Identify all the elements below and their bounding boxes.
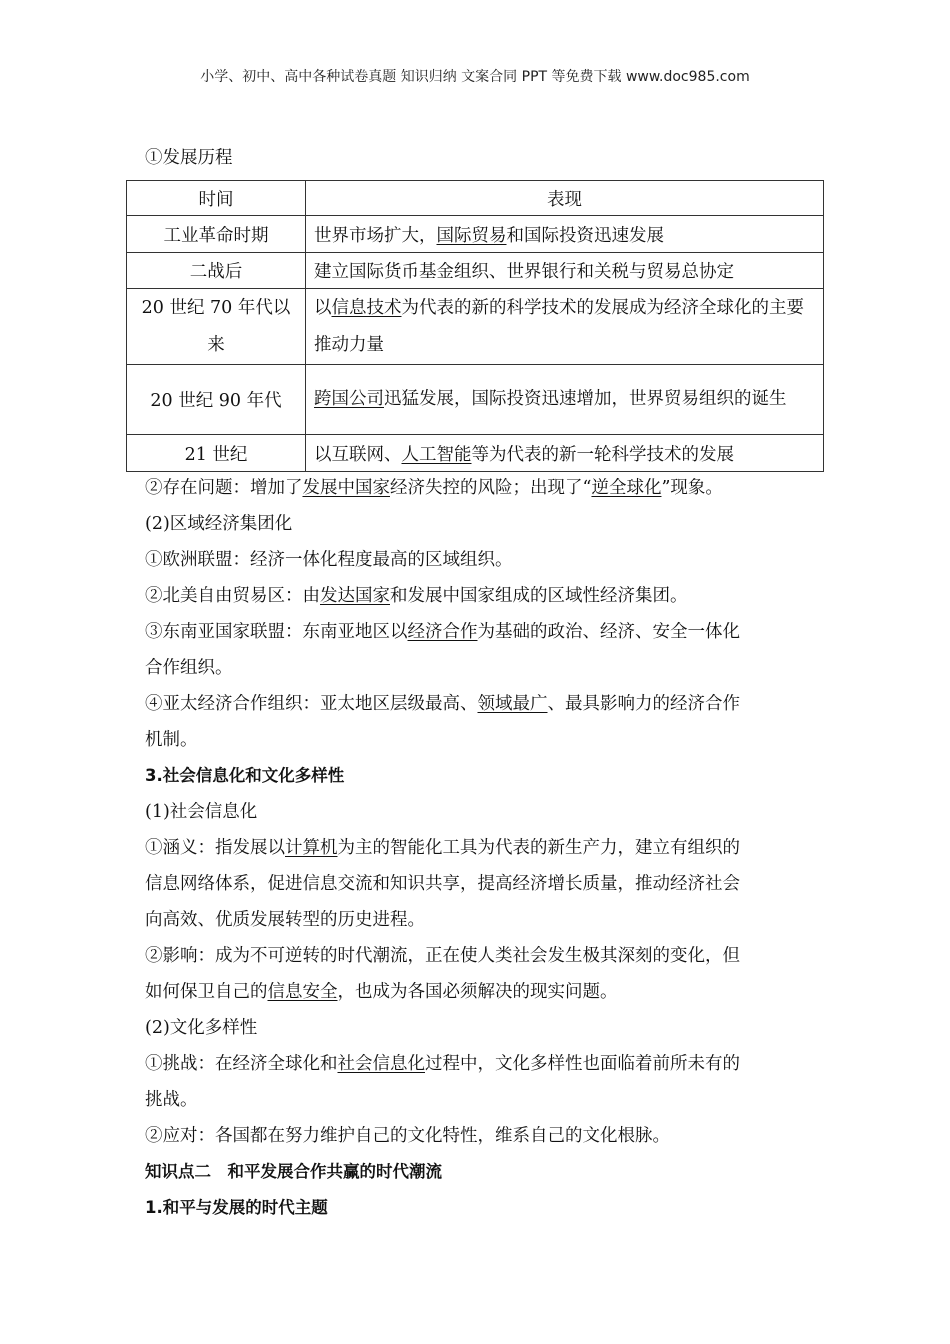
performance-cell: 以信息技术为代表的新的科学技术的发展成为经济全球化的主要推动力量 [306, 289, 824, 365]
response-paragraph: ②应对：各国都在努力维护自己的文化特性，维系自己的文化根脉。 [145, 1126, 670, 1146]
asean-paragraph: ③东南亚国家联盟：东南亚地区以经济合作为基础的政治、经济、安全一体化 [145, 622, 740, 642]
performance-cell: 以互联网、人工智能等为代表的新一轮科学技术的发展 [306, 435, 824, 472]
time-cell: 工业革命时期 [127, 216, 306, 253]
key-term: 领域最广 [477, 694, 548, 714]
apec-paragraph-cont: 机制。 [145, 730, 198, 750]
performance-cell: 建立国际货币基金组织、世界银行和关税与贸易总协定 [306, 253, 824, 289]
challenge-paragraph: ①挑战：在经济全球化和社会信息化过程中，文化多样性也面临着前所未有的 [145, 1054, 740, 1074]
key-term: 信息安全 [267, 982, 338, 1002]
section-3-title: 3.社会信息化和文化多样性 [145, 766, 345, 785]
key-term: 人工智能 [401, 444, 472, 465]
apec-paragraph: ④亚太经济合作组织：亚太地区层级最高、领域最广、最具影响力的经济合作 [145, 694, 740, 714]
culture-title: (2)文化多样性 [145, 1018, 258, 1038]
time-cell: 二战后 [127, 253, 306, 289]
key-term: 社会信息化 [337, 1054, 425, 1074]
table-header-row [127, 181, 824, 216]
key-term: 经济合作 [407, 622, 478, 642]
table-row [127, 365, 824, 435]
meaning-paragraph: ①涵义：指发展以计算机为主的智能化工具为代表的新生产力，建立有组织的 [145, 838, 740, 858]
key-term: 信息技术 [331, 297, 402, 318]
history-label: ①发展历程 [145, 148, 233, 168]
impact-paragraph-cont: 如何保卫自己的信息安全，也成为各国必须解决的现实问题。 [145, 982, 618, 1002]
table-row [127, 253, 824, 289]
page-header: 小学、初中、高中各种试卷真题 知识归纳 文案合同 PPT 等免费下载 www.doc985.com [200, 69, 750, 85]
time-cell: 20 世纪 90 年代 [127, 365, 306, 435]
key-term: 计算机 [285, 838, 338, 858]
key-term: 发展中国家 [302, 478, 390, 498]
knowledge-point-2-title: 知识点二 和平发展合作共赢的时代潮流 [145, 1162, 442, 1181]
regional-title: (2)区域经济集团化 [145, 514, 293, 534]
eu-paragraph: ①欧洲联盟：经济一体化程度最高的区域组织。 [145, 550, 513, 570]
col-performance-header: 表现 [306, 181, 824, 216]
impact-paragraph: ②影响：成为不可逆转的时代潮流，正在使人类社会发生极其深刻的变化，但 [145, 946, 740, 966]
key-term: 跨国公司 [314, 389, 384, 409]
key-term: 逆全球化 [591, 478, 662, 498]
meaning-paragraph-cont: 信息网络体系，促进信息交流和知识共享，提高经济增长质量，推动经济社会 [145, 874, 740, 894]
key-term: 国际贸易 [436, 225, 507, 246]
performance-cell: 世界市场扩大，国际贸易和国际投资迅速发展 [306, 216, 824, 253]
table-row [127, 216, 824, 253]
meaning-paragraph-cont: 向高效、优质发展转型的历史进程。 [145, 910, 425, 930]
table-row [127, 435, 824, 472]
time-cell: 20 世纪 70 年代以来 [127, 289, 306, 365]
table-row [127, 289, 824, 365]
performance-cell: 跨国公司迅猛发展，国际投资迅速增加，世界贸易组织的诞生 [306, 365, 824, 435]
development-history-table [126, 180, 824, 472]
time-cell: 21 世纪 [127, 435, 306, 472]
key-term: 发达国家 [320, 586, 390, 606]
asean-paragraph-cont: 合作组织。 [145, 658, 233, 678]
problems-paragraph: ②存在问题：增加了发展中国家经济失控的风险；出现了“逆全球化”现象。 [145, 478, 723, 498]
col-time-header: 时间 [127, 181, 306, 216]
nafta-paragraph: ②北美自由贸易区：由发达国家和发展中国家组成的区域性经济集团。 [145, 586, 688, 606]
challenge-paragraph-cont: 挑战。 [145, 1090, 198, 1110]
info-title: (1)社会信息化 [145, 802, 258, 822]
section-1-title: 1.和平与发展的时代主题 [145, 1198, 328, 1217]
